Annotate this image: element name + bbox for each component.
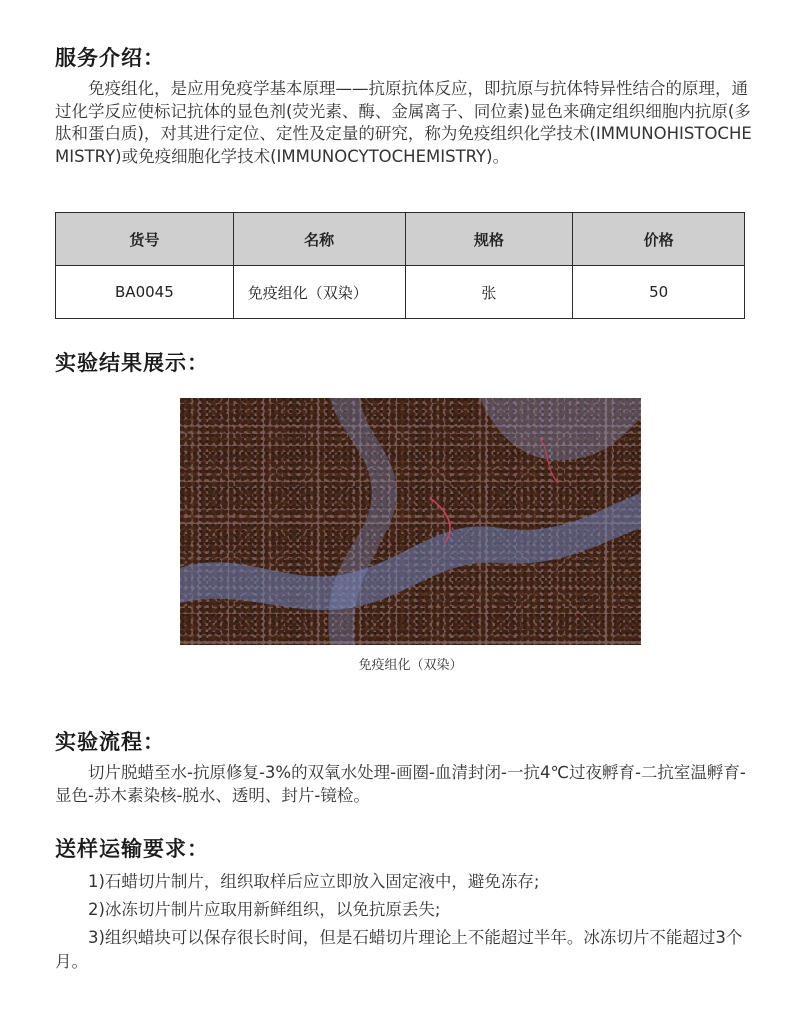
table-row xyxy=(56,266,745,319)
intro-heading: 服务介绍： xyxy=(55,46,165,70)
header-name: 名称 xyxy=(233,213,405,266)
ihc-micrograph xyxy=(180,398,641,645)
image-caption: 免疫组化（双染） xyxy=(358,658,463,673)
cell-spec: 张 xyxy=(405,266,573,319)
process-paragraph: 切片脱蜡至水-抗原修复-3%的双氧水处理-画圈-血清封闭-一抗4℃过夜孵育-二抗室温孵育-显色-苏木素染核-脱水、透明、封片-镜检。 xyxy=(55,763,746,805)
process-heading: 实验流程： xyxy=(55,730,165,754)
shipping-heading: 送样运输要求： xyxy=(55,837,209,861)
cell-name: 免疫组化（双染） xyxy=(233,266,405,319)
header-item-no: 货号 xyxy=(56,213,234,266)
list-item: 2)冰冻切片制片应取用新鲜组织，以免抗原丢失; xyxy=(88,900,441,919)
cell-price: 50 xyxy=(573,266,745,319)
header-price: 价格 xyxy=(573,213,745,266)
list-item: 3)组织蜡块可以保存很长时间，但是石蜡切片理论上不能超过半年。冰冻切片不能超过3个月。 xyxy=(55,928,743,971)
list-item: 1)石蜡切片制片，组织取样后应立即放入固定液中，避免冻存; xyxy=(88,872,540,891)
header-spec: 规格 xyxy=(405,213,573,266)
price-table-header-row xyxy=(56,213,745,266)
micrograph-stroma-overlay xyxy=(180,398,641,645)
result-heading: 实验结果展示： xyxy=(55,351,209,375)
cell-item-no: BA0045 xyxy=(56,266,234,319)
intro-paragraph: 免疫组化，是应用免疫学基本原理——抗原抗体反应，即抗原与抗体特异性结合的原理，通过化学反应使标记抗体的显色剂(荧光素、酶、金属离子、同位素)显色来确定组织细胞内抗原(多肽和蛋白质)，对其进行定位、定性及定量的研究，称为免疫组织化学技术(IMMUNOHISTOCHEMISTRY)或免疫细胞化学技术(IMMUNOCYTOCHEMISTRY)。 xyxy=(55,79,752,166)
price-table xyxy=(55,212,745,319)
